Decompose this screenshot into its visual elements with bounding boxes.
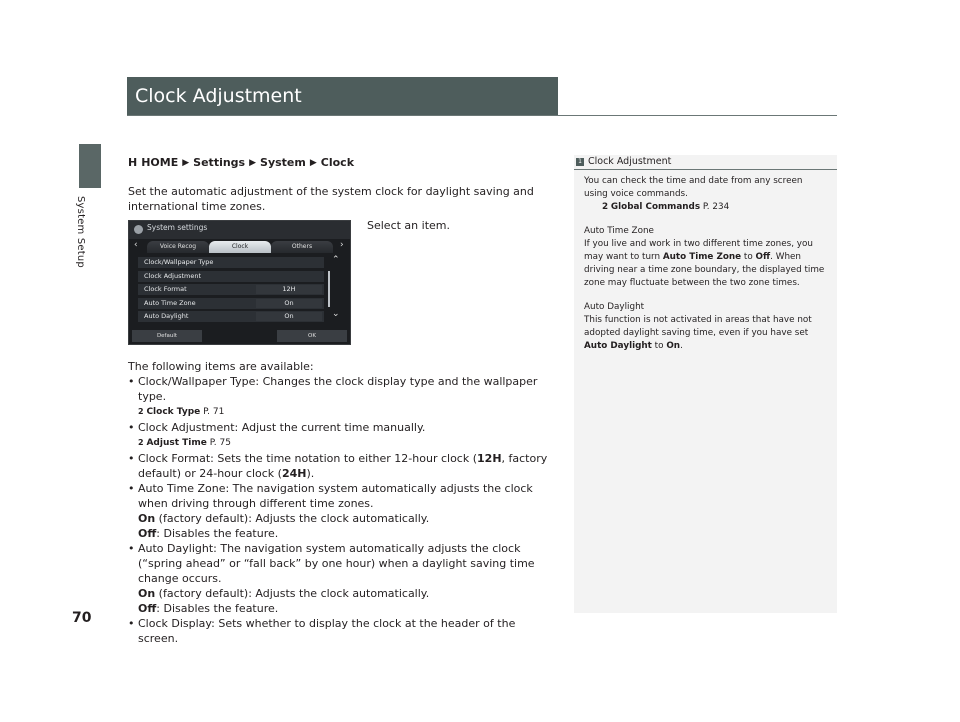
side-section-label: System Setup	[75, 196, 86, 268]
ref-title: Clock Type	[146, 407, 201, 417]
note-title: Clock Adjustment	[588, 156, 672, 167]
item-desc: : Sets whether to display the clock at the header of the screen.	[138, 617, 516, 645]
row-label: Clock Format	[144, 285, 187, 293]
reference-icon: 2	[138, 407, 144, 416]
items-list	[128, 374, 558, 646]
list-item	[128, 374, 558, 404]
option-off-label: Off	[138, 602, 157, 615]
row-clock-wallpaper-type[interactable]	[138, 257, 324, 268]
bullet: •	[128, 375, 135, 388]
ref-page: P. 234	[702, 202, 730, 212]
note-bold: Auto Time Zone	[662, 252, 742, 262]
note-subheading: Auto Daylight	[584, 302, 645, 312]
cross-reference[interactable]	[584, 201, 829, 214]
note-bold: Auto Daylight	[584, 341, 652, 351]
ref-title: Global Commands	[610, 202, 701, 212]
row-value: On	[256, 312, 322, 321]
tab-clock[interactable]: Clock	[209, 241, 271, 253]
row-label: Clock Adjustment	[144, 271, 202, 280]
note-text: You can check the time and date from any screen using voice commands.	[584, 176, 803, 199]
breadcrumb-settings: Settings	[193, 156, 246, 169]
cross-reference[interactable]	[128, 435, 558, 451]
item-desc: : Changes the clock display type and the wallpaper type.	[138, 375, 538, 403]
option-on	[138, 511, 558, 526]
tab-others[interactable]: Others	[271, 241, 333, 253]
option-off	[138, 601, 558, 616]
note-subheading: Auto Time Zone	[584, 226, 654, 236]
item-term: Clock Adjustment	[138, 421, 235, 434]
note-text: .	[680, 341, 683, 351]
note-text: to	[651, 341, 667, 351]
option-on-desc: (factory default): Adjusts the clock automatically.	[155, 587, 430, 600]
list-item	[128, 451, 558, 481]
scroll-control	[328, 257, 346, 323]
option-on	[138, 586, 558, 601]
list-item	[128, 616, 558, 646]
double-chevron-down-icon[interactable]: ⌄	[332, 309, 340, 319]
row-clock-format[interactable]	[138, 284, 324, 295]
row-value: 12H	[256, 285, 322, 294]
note-text: This function is not activated in areas that have not adopted daylight saving time, even if you have set	[584, 315, 812, 338]
breadcrumb-system: System	[260, 156, 306, 169]
option-off-label: Off	[138, 527, 157, 540]
row-label: Auto Time Zone	[144, 298, 196, 307]
value-12h: 12H	[477, 452, 502, 465]
item-desc: : The navigation system automatically adjusts the clock when driving through different time zones.	[138, 482, 533, 510]
ref-page: P. 75	[209, 438, 231, 448]
page-number: 70	[72, 610, 92, 626]
settings-disc-icon	[134, 225, 143, 234]
bullet: •	[128, 542, 135, 555]
section-tab	[79, 144, 101, 188]
item-desc: , factory default) or 24-hour clock (	[138, 452, 548, 480]
side-note-header	[576, 156, 671, 167]
reference-icon: 2	[138, 438, 144, 447]
list-item	[128, 420, 558, 435]
screen-header	[129, 221, 350, 239]
tab-voice-recog[interactable]: Voice Recog	[147, 241, 209, 253]
reference-icon: 2	[602, 202, 609, 212]
row-auto-time-zone[interactable]	[138, 298, 324, 309]
home-mark: H	[128, 156, 138, 169]
item-desc: : Adjust the current time manually.	[234, 421, 426, 434]
option-on-label: On	[138, 512, 156, 525]
intro-text: Set the automatic adjustment of the system clock for daylight saving and international time zones.	[128, 185, 534, 213]
note-paragraph	[584, 301, 829, 353]
double-chevron-up-icon[interactable]: ⌃	[332, 255, 340, 265]
breadcrumb-clock: Clock	[320, 156, 355, 169]
triangle-right-icon: ▶	[182, 157, 190, 168]
item-term: Auto Time Zone	[138, 482, 226, 495]
scrollbar[interactable]	[328, 271, 330, 307]
list-item	[128, 541, 558, 616]
breadcrumb	[128, 156, 354, 169]
note-divider	[574, 169, 837, 170]
chevron-left-icon[interactable]: ‹	[134, 240, 138, 250]
item-term: Clock/Wallpaper Type	[138, 375, 256, 388]
row-clock-adjustment[interactable]	[138, 271, 324, 282]
note-text: to	[741, 252, 756, 262]
bullet: •	[128, 452, 135, 465]
row-value: On	[256, 299, 322, 308]
system-settings-screenshot	[128, 220, 351, 345]
items-heading: The following items are available:	[128, 360, 314, 373]
item-term: Clock Format	[138, 452, 211, 465]
chevron-right-icon[interactable]: ›	[340, 240, 344, 250]
note-bold: On	[666, 341, 681, 351]
item-desc: : Sets the time notation to either 12-hour clock (	[210, 452, 478, 465]
triangle-right-icon: ▶	[249, 157, 257, 168]
row-auto-daylight[interactable]	[138, 311, 324, 322]
value-24h: 24H	[281, 467, 307, 480]
row-label: Clock/Wallpaper Type	[144, 258, 214, 266]
title-divider	[127, 115, 837, 116]
option-off	[138, 526, 558, 541]
note-paragraph	[584, 225, 829, 290]
breadcrumb-home: HOME	[141, 156, 179, 169]
note-text: If you live and work in two different time zones, you may want to turn	[584, 239, 813, 262]
default-button[interactable]: Default	[132, 330, 202, 342]
bullet: •	[128, 421, 135, 434]
side-note-body	[584, 175, 829, 364]
bullet: •	[128, 482, 135, 495]
item-term: Auto Daylight	[138, 542, 214, 555]
note-text: . When driving near a time zone boundary, the displayed time zone may fluctuate between the two zone times.	[584, 252, 825, 288]
select-instruction: Select an item.	[367, 219, 450, 232]
note-paragraph	[584, 175, 829, 214]
page-title: Clock Adjustment	[127, 77, 558, 116]
ref-page: P. 71	[203, 407, 225, 417]
bullet: •	[128, 617, 135, 630]
option-off-desc: : Disables the feature.	[156, 527, 279, 540]
note-bold: Off	[755, 252, 771, 262]
item-desc: ).	[306, 467, 315, 480]
cross-reference[interactable]	[128, 404, 558, 420]
ok-button[interactable]: OK	[277, 330, 347, 342]
row-label: Auto Daylight	[144, 312, 189, 320]
screen-tabs	[129, 240, 350, 254]
option-on-desc: (factory default): Adjusts the clock automatically.	[155, 512, 430, 525]
note-number: 1	[576, 158, 584, 166]
screen-title: System settings	[147, 223, 208, 232]
settings-list	[138, 257, 324, 325]
item-term: Clock Display	[138, 617, 212, 630]
triangle-right-icon: ▶	[309, 157, 317, 168]
option-off-desc: : Disables the feature.	[156, 602, 279, 615]
ref-title: Adjust Time	[146, 438, 207, 448]
item-desc: : The navigation system automatically adjusts the clock (“spring ahead” or “fall back” by one hour) when a daylight saving time change occurs.	[138, 542, 535, 585]
list-item	[128, 481, 558, 541]
option-on-label: On	[138, 587, 156, 600]
